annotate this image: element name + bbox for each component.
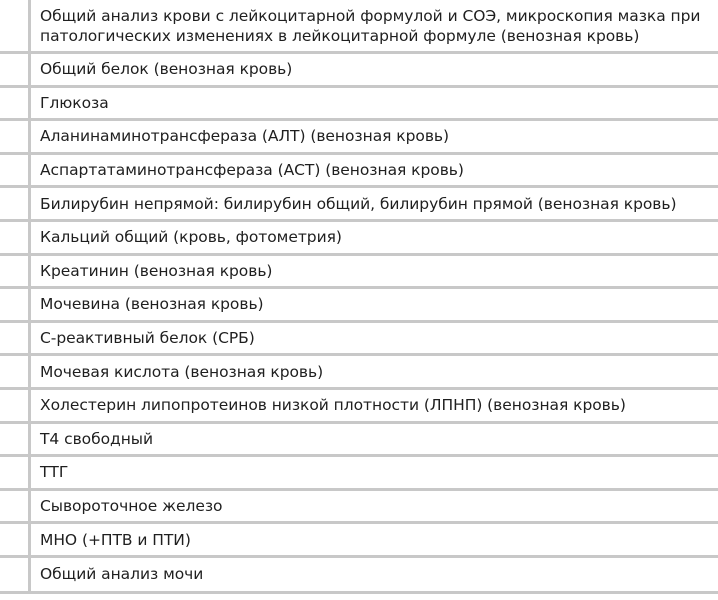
table-row — [0, 120, 718, 154]
table-row — [0, 556, 718, 592]
row-gutter — [0, 355, 30, 389]
table-row — [0, 86, 718, 120]
test-name: Общий анализ мочи — [30, 556, 718, 592]
row-gutter — [0, 53, 30, 87]
table-row — [0, 355, 718, 389]
test-name: Мочевая кислота (венозная кровь) — [30, 355, 718, 389]
test-name: ТТГ — [30, 456, 718, 490]
test-name: С-реактивный белок (СРБ) — [30, 321, 718, 355]
table-row — [0, 523, 718, 557]
test-name: Кальций общий (кровь, фотометрия) — [30, 220, 718, 254]
row-gutter — [0, 321, 30, 355]
table-row — [0, 422, 718, 456]
table-row — [0, 254, 718, 288]
test-name: Т4 свободный — [30, 422, 718, 456]
row-gutter — [0, 86, 30, 120]
table-row — [0, 220, 718, 254]
test-name: Билирубин непрямой: билирубин общий, билирубин прямой (венозная кровь) — [30, 187, 718, 221]
table-row — [0, 153, 718, 187]
test-name: Общий белок (венозная кровь) — [30, 53, 718, 87]
row-gutter — [0, 187, 30, 221]
table-row — [0, 53, 718, 87]
test-name: Сывороточное железо — [30, 489, 718, 523]
row-gutter — [0, 523, 30, 557]
table-row — [0, 288, 718, 322]
row-gutter — [0, 556, 30, 592]
table-row — [0, 0, 718, 53]
test-name: Общий анализ крови с лейкоцитарной формулой и СОЭ, микроскопия мазка при патологических изменениях в лейкоцитарной формуле (венозная кровь) — [30, 0, 718, 53]
row-gutter — [0, 388, 30, 422]
table-row — [0, 388, 718, 422]
test-name: Аспартатаминотрансфераза (АСТ) (венозная кровь) — [30, 153, 718, 187]
row-gutter — [0, 254, 30, 288]
table-row — [0, 187, 718, 221]
test-name: Аланинаминотрансфераза (АЛТ) (венозная кровь) — [30, 120, 718, 154]
row-gutter — [0, 153, 30, 187]
row-gutter — [0, 489, 30, 523]
row-gutter — [0, 120, 30, 154]
test-name: МНО (+ПТВ и ПТИ) — [30, 523, 718, 557]
table-row — [0, 456, 718, 490]
test-name: Глюкоза — [30, 86, 718, 120]
test-name: Мочевина (венозная кровь) — [30, 288, 718, 322]
row-gutter — [0, 422, 30, 456]
row-gutter — [0, 0, 30, 53]
table-row — [0, 321, 718, 355]
row-gutter — [0, 456, 30, 490]
test-name: Холестерин липопротеинов низкой плотности (ЛПНП) (венозная кровь) — [30, 388, 718, 422]
row-gutter — [0, 288, 30, 322]
row-gutter — [0, 220, 30, 254]
test-name: Креатинин (венозная кровь) — [30, 254, 718, 288]
table-row — [0, 489, 718, 523]
